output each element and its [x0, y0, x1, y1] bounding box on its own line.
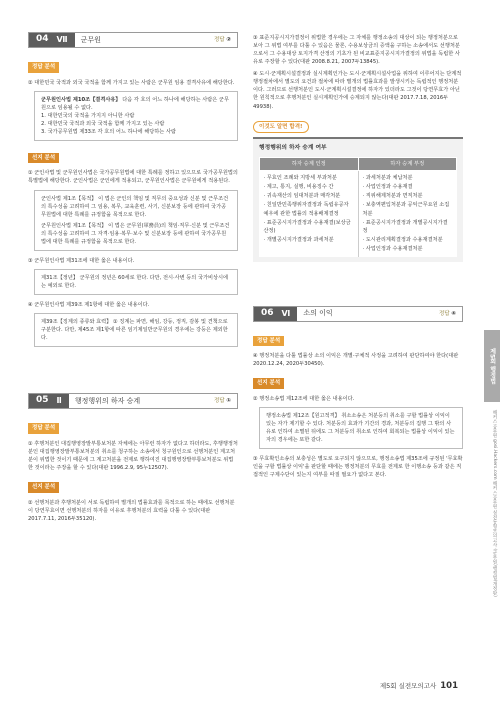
list-item: · 계고, 통지, 실행, 비용징수 간	[263, 184, 334, 191]
law-text: 군인사법 제1조【목적】 이 법은 군인의 책임 및 직무의 중요성과 신분 및 근무조건의 특수성을 고려하여 그 임용, 복무, 교육훈련, 사기, 신분보장 등에 관하여 국가공무원법에 대한 특례를 규정함을 목적으로 한다.	[41, 195, 229, 218]
paragraph: ① 군인사법 및 군무원인사법은 국가공무원법에 대한 특례를 정하고 있으므로 국가공무원법의 특별법에 해당한다. 군인사법은 군인에게 적용되고, 군무원인사법은 군무원에게 적용된다.	[28, 170, 238, 185]
list-item: 1. 대한민국의 국적을 가지지 아니한 사람	[41, 112, 135, 119]
list-item: · 직위해제처분과 면직처분	[362, 193, 423, 200]
list-item: · 도시관리계획결정과 수용재결처분	[362, 236, 443, 243]
paragraph: ② 대한민국 국적과 외국 국적을 함께 가지고 있는 사람은 군무원 임용 결격사유에 해당한다.	[28, 79, 235, 86]
answer-analysis-tag: 정답 분석	[28, 62, 59, 73]
paragraph: ① 후행처분인 대집행영장발부통보처분 자체에는 아무런 하자가 없다고 하더라도, 후행행정처분인 대집행영장발부통보처분의 취소를 청구하는 소송에서 청구원인으로 선행처분인 계고처분이 위법한 것이기 때문에 그 계고처분을 전제로 행하여진 대집행영장발부통보처분도 위법한 것이라는 주장을 할 수 있다(대판 1996.2.9, 95누12507).	[28, 440, 238, 472]
question-05-header	[28, 393, 238, 409]
page-footer	[380, 680, 458, 693]
question-number: 05 Ⅱ	[29, 394, 69, 408]
law-box: 군무원인사법 제10조【결격사유】 다음 각 호의 어느 하나에 해당하는 사람은 군무원으로 임용될 수 없다. 1. 대한민국의 국적을 가지지 아니한 사람 2. 대한민국 국적과 외국 국적을 함께 가지고 있는 사람 3. 국가공무원법 제33조 각 호의 어느 하나에 해당하는 사람	[34, 91, 238, 141]
answer-label: 정답 ②	[213, 36, 231, 43]
list-item: · 사업인정과 수용재결처분	[362, 245, 423, 252]
paragraph: ④ 행정처분을 다툴 법률상 소의 이익은 개별·구체적 사정을 고려하여 판단하여야 한다(대판 2020.12.24, 2020두30450).	[253, 353, 459, 368]
law-box: 제31조【정년】 군무원의 정년은 60세로 한다. 다만, 전시·사변 등의 국가비상시에는 예외로 한다.	[34, 269, 238, 295]
paragraph: ③ 무효확인소송의 보충성은 별도로 요구되지 않으므로, 행정소송법 제35조에 규정된 '무효확인을 구할 법률상 이익'을 판단할 때에는 행정처분의 무효를 전제로 한 이행소송 등과 같은 직접적인 구제수단이 있는지 여부를 따질 필요가 없다고 본다.	[253, 456, 463, 479]
law-box	[34, 190, 238, 251]
question-number: 04 Ⅶ	[29, 33, 75, 47]
question-title: 군무원	[80, 35, 101, 44]
paragraph: ④ 군무원인사법 제39조 제1항에 대한 옳은 내용이다.	[28, 302, 150, 309]
list-item: · 개별공시지가결정과 과세처분	[263, 236, 334, 243]
table-header: 하자 승계 부정	[358, 158, 457, 171]
question-04-header	[28, 32, 238, 48]
tip-badge: 이것도 알면 합격!	[253, 121, 309, 134]
answer-label: 정답 ①	[213, 398, 231, 405]
list-item: · 표준공시지가결정과 수용재결(보상금산정)	[263, 219, 351, 234]
question-title: 행정행위의 하자 승계	[74, 396, 141, 405]
list-item: 3. 국가공무원법 제33조 각 호의 어느 하나에 해당하는 사람	[41, 128, 176, 135]
question-title: 소의 이익	[303, 309, 333, 318]
paragraph: ② 행정소송법 제12조에 대한 옳은 내용이다.	[253, 395, 355, 402]
option-analysis-tag: 선지 분석	[28, 482, 59, 493]
right-column	[253, 32, 463, 483]
paragraph: ② 선행처분과 후행처분이 서로 독립하여 별개의 법률효과를 목적으로 하는 때에도 선행처분이 당연무효이면 선행처분의 하자를 이유로 후행처분의 효력을 다툴 수 있다(대판 2017.7.11, 2016두35120).	[28, 499, 235, 522]
list-item: · 보충역편입처분과 공익근무요원 소집처분	[362, 202, 450, 217]
question-06-header	[253, 306, 463, 322]
law-box: 제39조【징계의 종류와 효력】 ① 징계는 파면, 해임, 강등, 정직, 감봉 및 견책으로 구분한다. 다만, 제45조 제1항에 따른 임기제일반군무원의 경우에는 강등은 제외한다.	[34, 313, 238, 347]
chapter-side-tab: 제5회 행정법	[484, 330, 500, 402]
list-item: · 표준공시지가결정과 개별공시지가결정	[362, 219, 448, 234]
defect-succession-table	[259, 157, 457, 257]
left-column	[28, 32, 238, 527]
footer-label: 제5회 실전모의고사	[379, 682, 437, 690]
list-item: 2. 대한민국 국적과 외국 국적을 함께 가지고 있는 사람	[41, 120, 165, 127]
list-item: · 친일반민족행위자결정과 독립유공자 예우에 관한 법률의 적용배제결정	[263, 202, 349, 217]
list-item: · 귀속재산의 임대처분과 매각처분	[263, 193, 341, 200]
table-header: 하자 승계 인정	[260, 158, 359, 171]
side-running-text: 해커스공무원 gosi.Hackers.com 해커스공무원 실전동형모의고사 (군무원)행정법(개정판)	[492, 410, 497, 597]
law-items	[41, 112, 231, 136]
paragraph: ④ 도시·군계획시설결정과 실시계획인가는 도시·군계획시설사업을 위하여 이루어지는 단계적 행정절차에서 별도의 요건과 절차에 따라 별개의 법률효과를 발생시키는 독립적인 행정처분이다. 그러므로 선행처분인 도시·군계획시설결정에 하자가 있더라도 그것이 당연무효가 아닌 한 원칙적으로 후행처분인 실시계획인가에 승계되지 않는다(대판 2017.7.18, 2016두49938).	[253, 71, 462, 110]
list-item: · 과세처분과 체납처분	[362, 175, 413, 182]
table-cell	[260, 171, 359, 257]
option-analysis-tag: 선지 분석	[28, 153, 59, 164]
list-item: · 무효인 조례와 지방세 부과처분	[263, 175, 337, 182]
list-item: · 사업인정과 수용재결	[362, 184, 413, 191]
option-analysis-tag: 선지 분석	[253, 378, 284, 389]
law-box: 행정소송법 제12조【원고적격】 취소소송은 처분등의 취소를 구할 법률상 이익이 있는 자가 제기할 수 있다. 처분등의 효과가 기간의 경과, 처분등의 집행 그 밖의 사유로 인하여 소멸된 뒤에도 그 처분등의 취소로 인하여 회복되는 법률상 이익이 있는 자의 경우에는 또한 같다.	[259, 407, 463, 449]
question-number: 06 Ⅵ	[254, 307, 297, 321]
paragraph: ③ 군무원인사법 제31조에 대한 옳은 내용이다.	[28, 257, 135, 264]
page-number: 101	[440, 681, 458, 691]
answer-label: 정답 ④	[438, 310, 456, 317]
tip-table-box	[253, 137, 463, 262]
table-title: 행정행위의 하자 승계 여부	[259, 145, 327, 152]
answer-analysis-tag: 정답 분석	[253, 336, 284, 347]
law-text: 군무원인사법 제1조【목적】 이 법은 군무원(軍務員)의 책임·직무·신분 및 근무조건의 특수성을 고려하여 그 자격·임용·복무·보수 및 신분보장 등에 관하여 국가공무원법에 대한 특례를 규정함을 목적으로 한다.	[41, 222, 230, 245]
answer-analysis-tag: 정답 분석	[28, 423, 59, 434]
table-cell	[358, 171, 457, 257]
paragraph: ③ 표준지공시지가결정이 위법한 경우에는 그 자체를 행정소송의 대상이 되는 행정처분으로 보아 그 위법 여부를 다툴 수 있음은 물론, 수용보상금의 증액을 구하는 소송에서도 선행처분으로서 그 수용대상 토지가격 산정의 기초가 된 비교표준지공시지가결정의 위법을 독립한 사유로 주장할 수 있다(대판 2008.8.21, 2007두13845).	[253, 35, 460, 66]
